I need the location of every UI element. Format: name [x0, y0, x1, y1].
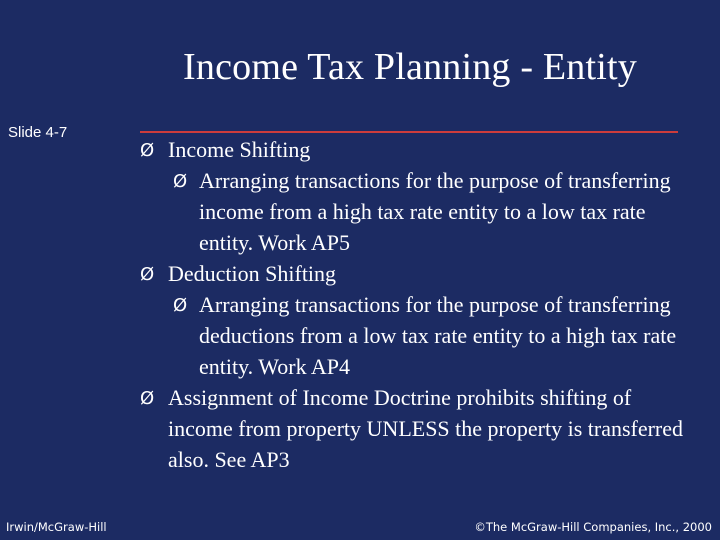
bullet-text: Deduction Shifting — [168, 261, 337, 286]
sub-bullet-text: Arranging transactions for the purpose of transferring deductions from a low tax rate entity to a high tax rate entity. Work AP4 — [199, 292, 677, 379]
footer-publisher: Irwin/McGraw-Hill — [6, 520, 107, 534]
bullet-deduction-shifting — [140, 258, 700, 289]
bullet-list — [140, 134, 700, 475]
bullet-text: Income Shifting — [168, 137, 311, 162]
arrow-bullet-icon: Ø — [140, 388, 155, 409]
bullet-assignment-of-income — [140, 382, 700, 475]
bullet-income-shifting — [140, 134, 700, 165]
arrow-bullet-icon: Ø — [140, 264, 155, 285]
bullet-text: Assignment of Income Doctrine prohibits shifting of income from property UNLESS the property is transferred also. See AP3 — [168, 385, 684, 472]
title-divider — [140, 131, 678, 133]
slide-title: Income Tax Planning - Entity — [183, 46, 637, 88]
footer-copyright: ©The McGraw-Hill Companies, Inc., 2000 — [474, 520, 712, 534]
sub-bullet-income-shifting — [140, 165, 700, 258]
arrow-bullet-icon: Ø — [140, 140, 155, 161]
sub-bullet-text: Arranging transactions for the purpose of transferring income from a high tax rate entity to a low tax rate entity. Work AP5 — [199, 168, 671, 255]
arrow-bullet-icon: Ø — [173, 295, 188, 316]
sub-bullet-deduction-shifting — [140, 289, 700, 382]
slide-number: Slide 4-7 — [8, 124, 68, 141]
arrow-bullet-icon: Ø — [173, 171, 188, 192]
